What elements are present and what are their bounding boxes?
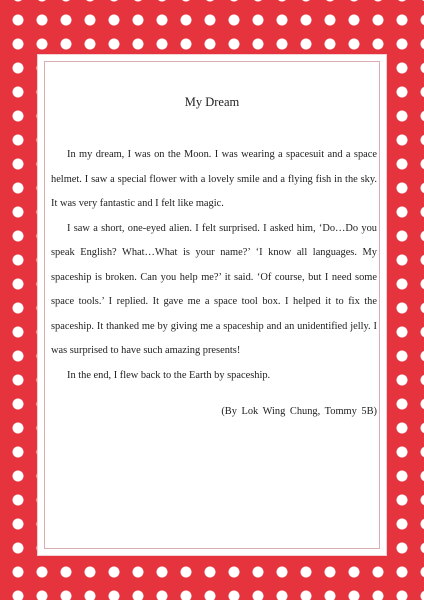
paragraph-2: I saw a short, one-eyed alien. I felt surprised. I asked him, ‘Do…Do you speak English? What…What is your name?’ ‘I know all languages. My spaceship is broken. Can you help me?’ it said. ‘Of course, but I need some space tools.’ I replied. It gave me a space tool box. I helped it to fix the spaceship. It thanked me by giving me a spaceship and an unidentified jelly. I was surprised to have such amazing presents! [51,222,377,356]
paragraph-3: In the end, I flew back to the Earth by spaceship. [67,369,271,381]
essay-body [51,143,377,388]
paper-sheet [38,55,386,555]
paragraph-1: In my dream, I was on the Moon. I was wearing a spacesuit and a space helmet. I saw a special flower with a lovely smile and a flying fish in the sky. It was very fantastic and I felt like magic. [51,149,377,209]
essay-title: My Dream [184,95,240,109]
author-byline: (By Lok Wing Chung, Tommy 5B) [221,406,377,417]
